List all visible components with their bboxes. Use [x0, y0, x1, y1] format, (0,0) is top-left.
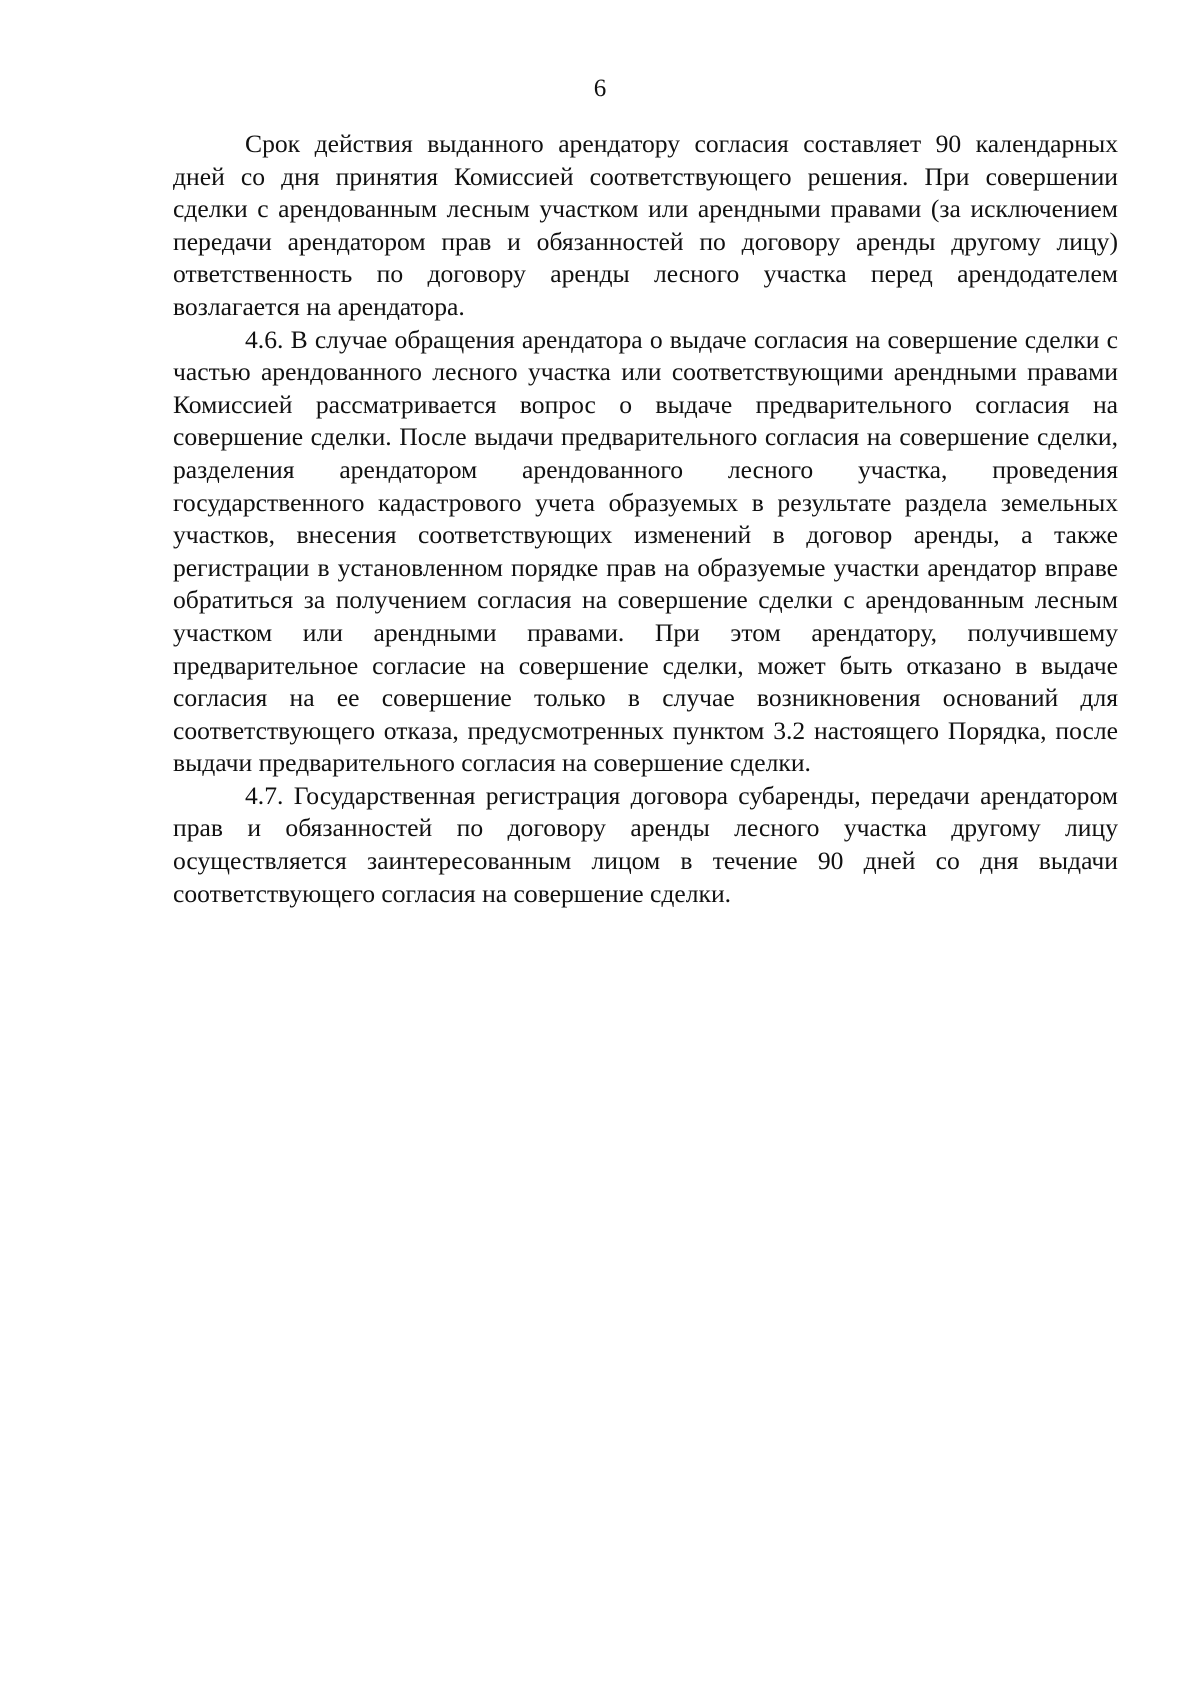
page-number: 6 [593, 75, 607, 102]
paragraph-clause-4-6: 4.6. В случае обращения арендатора о выдаче согласия на совершение сделки с частью арендованного лесного участка или соответствующими арендными правами Комиссией рассматривается вопрос о выдаче предварительного согласия на совершение сделки. После выдачи предварительного согласия на совершение сделки, разделения арендатором арендованного лесного участка, проведения государственного кадастрового учета образуемых в результате раздела земельных участков, внесения соответствующих изменений в договор аренды, а также регистрации в установленном порядке прав на образуемые участки арендатор вправе обратиться за получением согласия на совершение сделки с арендованным лесным участком или арендными правами. При этом арендатору, получившему предварительное согласие на совершение сделки, может быть отказано в выдаче согласия на ее совершение только в случае возникновения оснований для соответствующего отказа, предусмотренных пунктом 3.2 настоящего Порядка, после выдачи предварительного согласия на совершение сделки. [173, 324, 1118, 778]
paragraph-clause-4-7: 4.7. Государственная регистрация договора субаренды, передачи арендатором прав и обязанностей по договору аренды лесного участка другому лицу осуществляется заинтересованным лицом в течение 90 дней со дня выдачи соответствующего согласия на совершение сделки. [173, 780, 1118, 908]
document-body [173, 128, 1118, 910]
paragraph-term-of-consent: Срок действия выданного арендатору согласия составляет 90 календарных дней со дня принятия Комиссией соответствующего решения. При совершении сделки с арендованным лесным участком или арендными правами (за исключением передачи арендатором прав и обязанностей по договору аренды другому лицу) ответственность по договору аренды лесного участка перед арендодателем возлагается на арендатора. [173, 129, 1118, 321]
